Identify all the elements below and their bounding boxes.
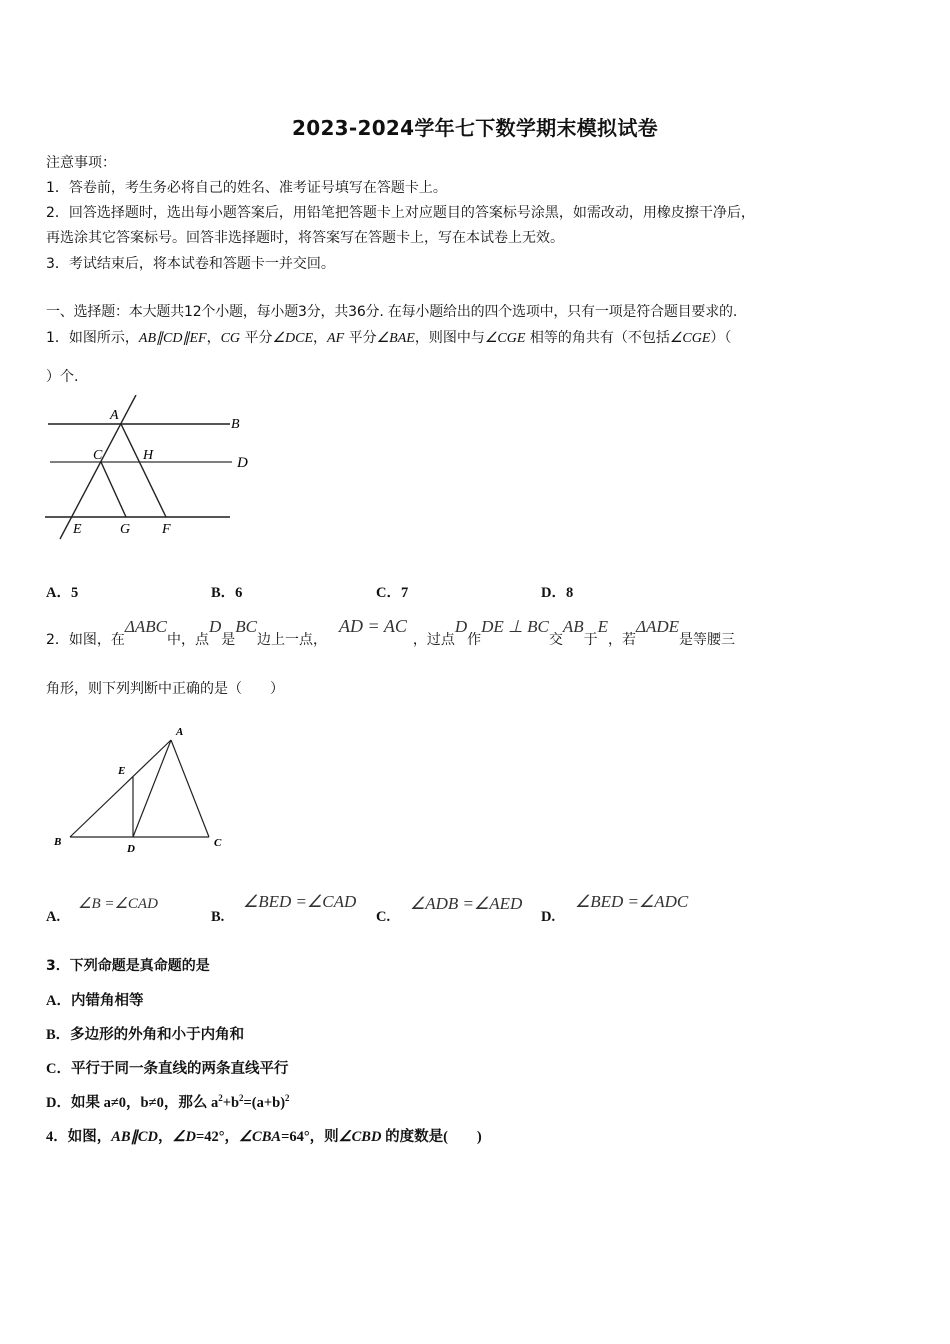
q3-d-exp: 2 (285, 1093, 290, 1104)
q2-math: AB (562, 617, 584, 636)
q2-text: 边上一点， (257, 632, 328, 648)
q1-option-d: D．8 (541, 585, 574, 601)
point-h-label: H (143, 448, 154, 463)
q2-math: D (454, 617, 468, 636)
section-heading: 一、选择题：本大题共12个小题，每小题3分，共36分. 在每小题给出的四个选项中，只有一项是符合题目要求的. (46, 304, 738, 320)
point-d-label: D (127, 843, 135, 855)
question-2-stem-cont: 角形，则下列判断中正确的是（ ） (46, 681, 284, 697)
q4-math: ∠D (172, 1129, 196, 1145)
q2-text: 是 (221, 632, 236, 648)
q4-text: =42°， (195, 1129, 240, 1145)
q1-math: AB∥CD∥EF (138, 331, 207, 346)
notice-item-2-cont: 再选涂其它答案标号。回答非选择题时，将答案写在答题卡上，写在本试卷上无效。 (46, 230, 564, 246)
question-1-stem (46, 327, 731, 347)
q4-text: 4．如图， (46, 1129, 112, 1145)
q2-math: BC (235, 617, 258, 636)
q4-math: ∠CBA (239, 1129, 282, 1145)
q2-math: AD = AC (339, 616, 407, 636)
question-1-figure (40, 395, 280, 555)
point-g-label: G (120, 522, 131, 537)
q2-text: 交 (548, 632, 563, 648)
q2-text: ，过点 (412, 632, 455, 648)
q2-text: 中，点 (167, 632, 210, 648)
point-c-label: C (93, 448, 103, 463)
q2-math: ΔADE (636, 617, 680, 636)
q1-text: 平分 (344, 330, 377, 346)
q2-option-a-label: A. (46, 909, 61, 925)
q1-math: ∠BAE (376, 331, 415, 346)
q2-math: ΔABC (124, 617, 168, 636)
q1-math: ∠DCE (272, 331, 314, 346)
point-e-label: E (118, 765, 126, 777)
q1-text: ）（ (710, 330, 732, 346)
page-title: 2023-2024学年七下数学期末模拟试卷 (292, 116, 658, 140)
notice-item-3: 3．考试结束后，将本试卷和答题卡一并交回。 (46, 256, 335, 272)
point-f-label: F (162, 522, 171, 537)
q1-math: ∠CGE (669, 331, 711, 346)
q3-d-exp: 2 (218, 1093, 223, 1104)
q2-option-a-formula: ∠B =∠CAD (78, 896, 158, 912)
point-e-label: E (73, 522, 82, 537)
q2-option-c-formula: ∠ADB =∠AED (410, 894, 523, 913)
q2-option-d-label: D. (541, 909, 556, 925)
q2-text: ，若 (608, 632, 637, 648)
q4-text: 的度数是( ) (381, 1129, 482, 1145)
q1-option-b: B．6 (211, 585, 243, 601)
q3-option-b: B．多边形的外角和小于内角和 (46, 1027, 245, 1043)
notice-item-1: 1．答卷前，考生务必将自己的姓名、准考证号填写在答题卡上。 (46, 180, 447, 196)
notice-heading: 注意事项： (46, 155, 116, 171)
question-4-stem (46, 1125, 482, 1146)
q4-text: =64°，则 (281, 1129, 339, 1145)
question-2-figure (40, 715, 260, 865)
q1-math: AF (327, 331, 345, 346)
q1-option-a: A．5 (46, 585, 79, 601)
q3-d-exp: 2 (239, 1093, 244, 1104)
question-3-stem: 3．下列命题是真命题的是 (46, 958, 210, 974)
q1-text: ，则图中与 (414, 330, 485, 346)
q2-text: 2．如图，在 (46, 632, 125, 648)
q1-option-c: C．7 (376, 585, 409, 601)
point-b-label: B (231, 417, 240, 432)
q1-math: CG (220, 331, 241, 346)
q4-text: ， (158, 1129, 173, 1145)
q4-math: AB∥CD (111, 1129, 158, 1145)
q3-option-d (46, 1091, 290, 1112)
q1-text: 平分 (240, 330, 273, 346)
q2-option-d-formula: ∠BED =∠ADC (575, 892, 689, 911)
point-a-label: A (176, 726, 184, 738)
q3-d-text: +b (222, 1095, 240, 1111)
q2-option-b-formula: ∠BED =∠CAD (243, 892, 357, 911)
q2-text: 是等腰三 (679, 632, 736, 648)
q2-option-c-label: C. (376, 909, 391, 925)
q2-option-b-label: B. (211, 909, 225, 925)
point-d-label: D (237, 455, 248, 471)
q2-math: D (209, 617, 222, 636)
q2-math: DE ⊥ BC (481, 617, 549, 636)
q1-text: 相等的角共有（不包括 (525, 330, 670, 346)
q2-math: E (597, 617, 609, 636)
question-2-stem (46, 616, 735, 646)
q4-math: ∠CBD (338, 1129, 382, 1145)
q1-text: ， (313, 330, 328, 346)
point-c-label: C (214, 837, 222, 849)
q2-text: 于 (583, 632, 598, 648)
q3-option-a: A．内错角相等 (46, 993, 144, 1009)
q3-d-text: D．如果 a≠0，b≠0，那么 a (46, 1095, 219, 1111)
point-a-label: A (110, 408, 119, 423)
q1-math: ∠CGE (484, 331, 526, 346)
q3-option-c: C．平行于同一条直线的两条直线平行 (46, 1061, 289, 1077)
q1-text: ， (206, 330, 221, 346)
point-b-label: B (54, 836, 62, 848)
question-1-stem-cont: ）个. (46, 369, 79, 385)
q1-text: 1．如图所示， (46, 330, 139, 346)
notice-item-2: 2．回答选择题时，选出每小题答案后，用铅笔把答题卡上对应题目的答案标号涂黑，如需改动，用橡皮擦干净后， (46, 205, 755, 221)
q2-text: 作 (467, 632, 482, 648)
q3-d-text: =(a+b) (243, 1095, 286, 1111)
